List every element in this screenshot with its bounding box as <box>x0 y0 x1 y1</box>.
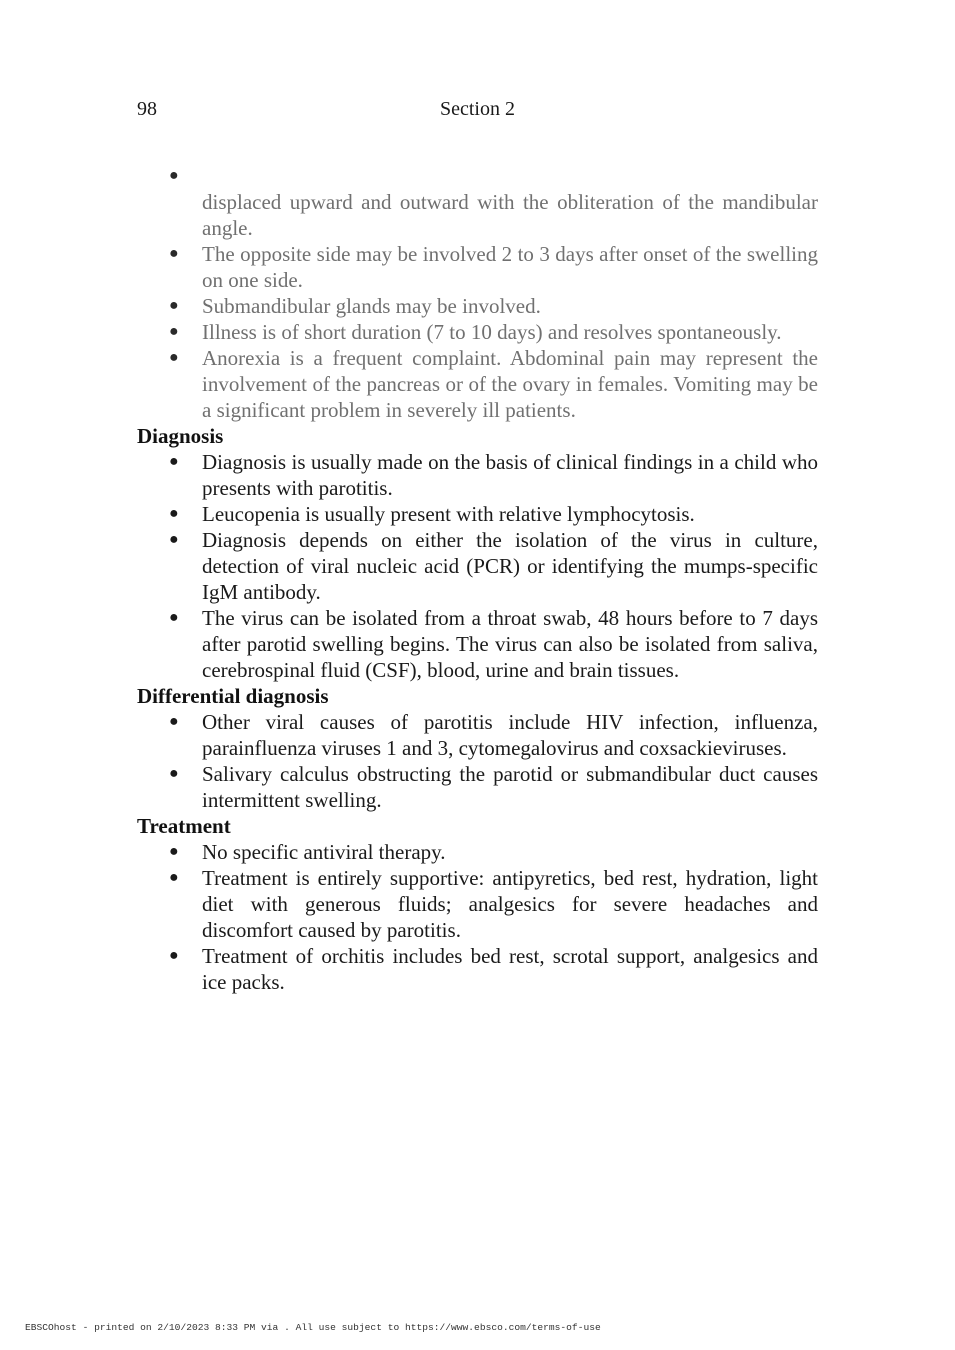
list-item <box>137 319 818 345</box>
list-item <box>137 605 818 683</box>
list-item-text: displaced upward and outward with the obliteration of the mandibular angle. <box>202 190 818 240</box>
list-item-text: Submandibular glands may be involved. <box>202 294 541 318</box>
list-item <box>137 189 818 241</box>
list-item <box>137 839 818 865</box>
list-item <box>137 865 818 943</box>
page-number: 98 <box>137 98 157 120</box>
print-footer: EBSCOhost - printed on 2/10/2023 8:33 PM via . All use subject to https://www.ebsco.com/terms-of-use <box>25 1322 601 1333</box>
list-item <box>137 241 818 293</box>
bullet-icon: ● <box>169 609 179 626</box>
list-item-text: Anorexia is a frequent complaint. Abdominal pain may represent the involvement of the pancreas or of the ovary in females. Vomiting may be a significant problem in severely ill patients. <box>202 346 818 422</box>
list-item <box>137 709 818 761</box>
list-item <box>137 163 818 189</box>
bullet-icon: ● <box>169 167 179 184</box>
bullet-icon: ● <box>169 713 179 730</box>
bullet-icon: ● <box>169 245 179 262</box>
bullet-icon: ● <box>169 505 179 522</box>
list-item-text: Leucopenia is usually present with relative lymphocytosis. <box>202 502 695 526</box>
intro-bullet-list <box>137 163 818 423</box>
list-item-text: Illness is of short duration (7 to 10 days) and resolves spontaneously. <box>202 320 782 344</box>
page-body <box>137 163 818 995</box>
list-item-text: No specific antiviral therapy. <box>202 840 446 864</box>
differential-diagnosis-heading: Differential diagnosis <box>137 684 329 708</box>
list-item-text: The virus can be isolated from a throat swab, 48 hours before to 7 days after parotid swelling begins. The virus can also be isolated from saliva, cerebrospinal fluid (CSF), blood, urine and brain tissues. <box>202 606 818 682</box>
list-item <box>137 501 818 527</box>
list-item-text: The opposite side may be involved 2 to 3 days after onset of the swelling on one side. <box>202 242 818 292</box>
list-item-text: Treatment of orchitis includes bed rest, scrotal support, analgesics and ice packs. <box>202 944 818 994</box>
running-head <box>0 96 955 122</box>
list-item <box>137 527 818 605</box>
list-item <box>137 761 818 813</box>
treatment-bullet-list <box>137 839 818 995</box>
differential-bullet-list <box>137 709 818 813</box>
bullet-icon: ● <box>169 297 179 314</box>
list-item-text: Diagnosis depends on either the isolation of the virus in culture, detection of viral nucleic acid (PCR) or identifying the mumps-specific IgM antibody. <box>202 528 818 604</box>
bullet-icon: ● <box>169 453 179 470</box>
list-item-text: Other viral causes of parotitis include HIV infection, influenza, parainfluenza viruses 1 and 3, cytomegalovirus and coxsackieviruses. <box>202 710 818 760</box>
treatment-heading: Treatment <box>137 814 231 838</box>
diagnosis-heading: Diagnosis <box>137 424 224 448</box>
bullet-icon: ● <box>169 531 179 548</box>
bullet-icon: ● <box>169 349 179 366</box>
bullet-icon: ● <box>169 323 179 340</box>
list-item-text: Diagnosis is usually made on the basis of clinical findings in a child who presents with parotitis. <box>202 450 818 500</box>
list-item-text: Treatment is entirely supportive: antipyretics, bed rest, hydration, light diet with generous fluids; analgesics for severe headaches and discomfort caused by parotitis. <box>202 866 818 942</box>
list-item <box>137 293 818 319</box>
list-item-text: Salivary calculus obstructing the parotid or submandibular duct causes intermittent swelling. <box>202 762 818 812</box>
list-item <box>137 943 818 995</box>
bullet-icon: ● <box>169 765 179 782</box>
bullet-icon: ● <box>169 869 179 886</box>
bullet-icon: ● <box>169 843 179 860</box>
section-title: Section 2 <box>440 98 515 120</box>
list-item <box>137 449 818 501</box>
bullet-icon: ● <box>169 947 179 964</box>
diagnosis-bullet-list <box>137 449 818 683</box>
list-item <box>137 345 818 423</box>
